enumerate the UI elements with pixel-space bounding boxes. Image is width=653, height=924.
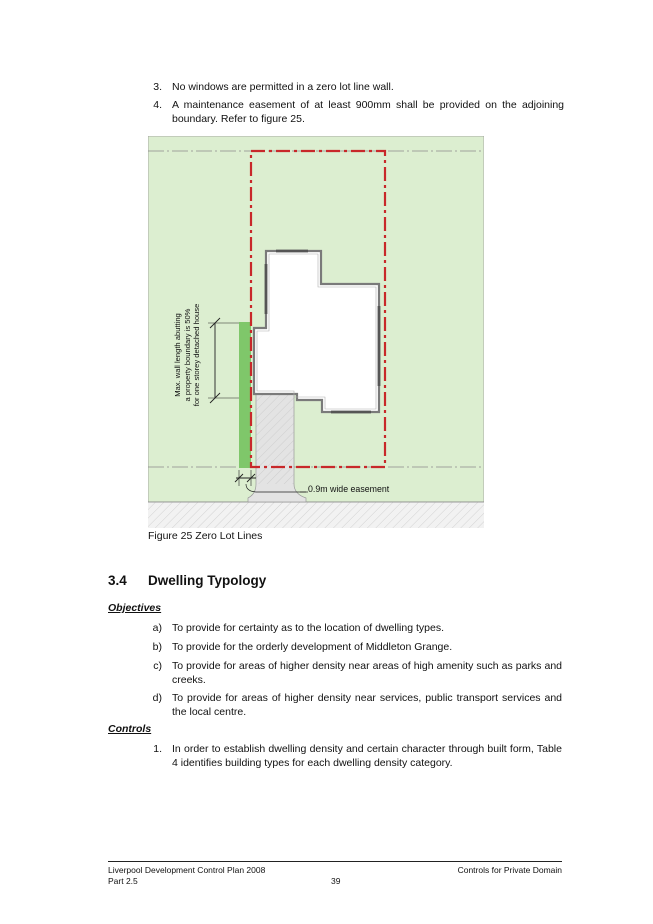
- list-number: b): [152, 641, 162, 653]
- list-number: 3.: [153, 81, 162, 93]
- page-number: 39: [331, 876, 341, 886]
- list-text: To provide for areas of higher density near areas of high amenity such as parks and creeks.: [172, 660, 562, 686]
- wall-length-label: Max. wall length abutting a property boundary is 50% for one storey detached house: [173, 303, 201, 407]
- list-number: d): [152, 692, 162, 704]
- list-number: a): [152, 622, 162, 634]
- footer-part: Part 2.5: [108, 876, 138, 886]
- list-text: In order to establish dwelling density and certain character through built form, Table 4 identifies building types for each dwelling density category.: [172, 743, 562, 769]
- list-number: c): [153, 660, 162, 672]
- list-text: To provide for the orderly development of Middleton Grange.: [172, 641, 453, 653]
- list-number: 1.: [153, 743, 162, 755]
- list-text: To provide for certainty as to the location of dwelling types.: [172, 622, 444, 634]
- section-number: 3.4: [108, 573, 127, 588]
- footer-rule: [108, 861, 562, 862]
- objectives-heading: Objectives: [108, 602, 162, 614]
- list-number: 4.: [153, 99, 162, 111]
- controls-heading: Controls: [108, 723, 152, 735]
- figure-zero-lot-lines: [148, 136, 484, 528]
- easement-strip: [239, 322, 251, 468]
- section-title: Dwelling Typology: [148, 573, 267, 588]
- list-text: No windows are permitted in a zero lot line wall.: [172, 81, 394, 93]
- footer-section-title: Controls for Private Domain: [457, 865, 562, 875]
- footer-document-title: Liverpool Development Control Plan 2008: [108, 865, 266, 875]
- figure-caption: Figure 25 Zero Lot Lines: [148, 530, 263, 542]
- easement-label: 0.9m wide easement: [308, 484, 390, 494]
- list-text: To provide for areas of higher density near services, public transport services and the local centre.: [172, 692, 562, 718]
- list-text: A maintenance easement of at least 900mm shall be provided on the adjoining boundary. Refer to figure 25.: [172, 99, 564, 125]
